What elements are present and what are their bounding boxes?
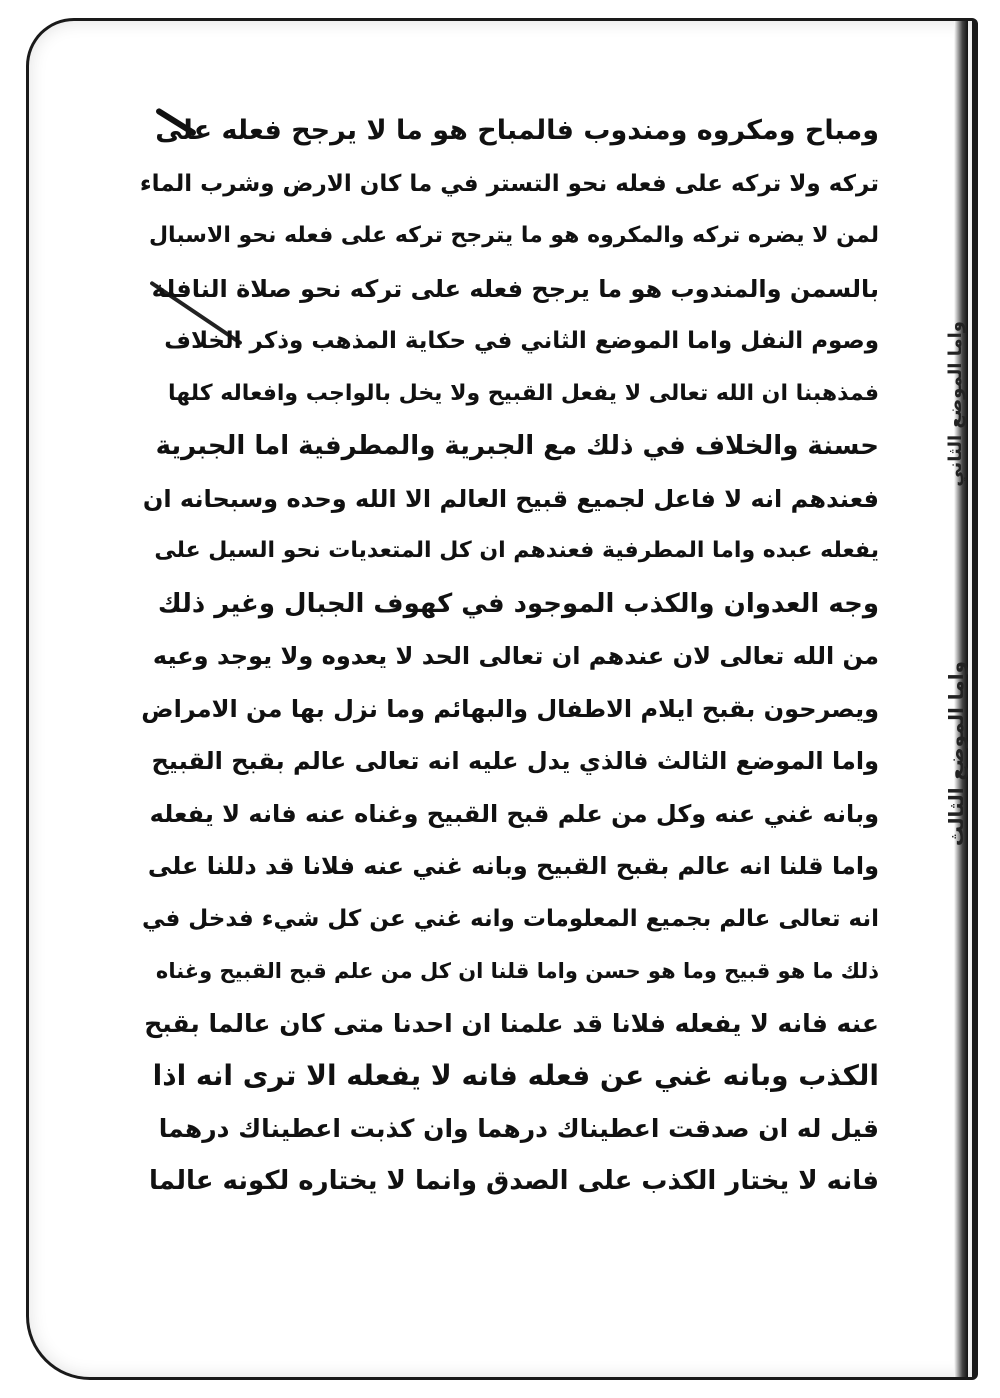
- margin-note: واما الموضع الثاني: [945, 321, 966, 487]
- text-line: بالسمن والمندوب هو ما يرجح فعله على تركه نحو صلاة النافلة: [151, 274, 879, 303]
- text-line: عنه فانه لا يفعله فلانا قد علمنا ان احدنا متى كان عالما بقبح: [144, 1008, 879, 1038]
- text-line: قيل له ان صدقت اعطيناك درهما وان كذبت اعطيناك درهما: [158, 1113, 879, 1143]
- text-line: حسنة والخلاف في ذلك مع الجبرية والمطرفية اما الجبرية: [155, 431, 879, 461]
- manuscript-text: [139, 105, 879, 1208]
- text-line: لمن لا يضره تركه والمكروه هو ما يترجح تركه على فعله نحو الاسبال: [148, 223, 879, 248]
- text-line: من الله تعالى لان عندهم ان تعالى الحد لا يعدوه ولا يوجد وعيه: [152, 642, 879, 670]
- text-line: ويصرحون بقبح ايلام الاطفال والبهائم وما نزل بها من الامراض: [141, 694, 879, 723]
- text-line: ومباح ومكروه ومندوب فالمباح هو ما لا يرجح فعله على: [155, 115, 879, 146]
- text-line: تركه ولا تركه على فعله نحو التستر في ما كان الارض وشرب الماء: [139, 170, 879, 197]
- text-line: وصوم النفل واما الموضع الثاني في حكاية المذهب وذكر الخلاف: [164, 328, 879, 354]
- text-line: واما الموضع الثالث فالذي يدل عليه انه تعالى عالم بقبح القبيح: [151, 747, 879, 775]
- manuscript-page: [26, 18, 978, 1380]
- text-line: وجه العدوان والكذب الموجود في كهوف الجبال وغير ذلك: [157, 588, 879, 619]
- text-line: واما قلنا انه عالم بقبح القبيح وبانه غني عنه فلانا قد دللنا على: [147, 852, 879, 880]
- text-line: ذلك ما هو قبيح وما هو حسن واما قلنا ان كل من علم قبح القبيح وغناه: [155, 959, 879, 983]
- text-line: فانه لا يختار الكذب على الصدق وانما لا يختاره لكونه عالما: [149, 1166, 879, 1196]
- text-line: فمذهبنا ان الله تعالى لا يفعل القبيح ولا يخل بالواجب وافعاله كلها: [167, 380, 879, 406]
- text-line: الكذب وبانه غني عن فعله فانه لا يفعله الا ترى انه اذا: [152, 1059, 879, 1092]
- text-line: وبانه غني عنه وكل من علم قبح القبيح وغناه عنه فانه لا يفعله: [149, 799, 879, 828]
- text-line: يفعله عبده واما المطرفية فعندهم ان كل المتعديات نحو السيل على: [154, 538, 879, 563]
- text-line: فعندهم انه لا فاعل لجميع قبيح العالم الا الله وحده وسبحانه ان: [142, 484, 879, 513]
- text-line: انه تعالى عالم بجميع المعلومات وانه غني عن كل شيء فدخل في: [141, 905, 879, 932]
- margin-note: واما الموضع الثالث: [944, 661, 968, 847]
